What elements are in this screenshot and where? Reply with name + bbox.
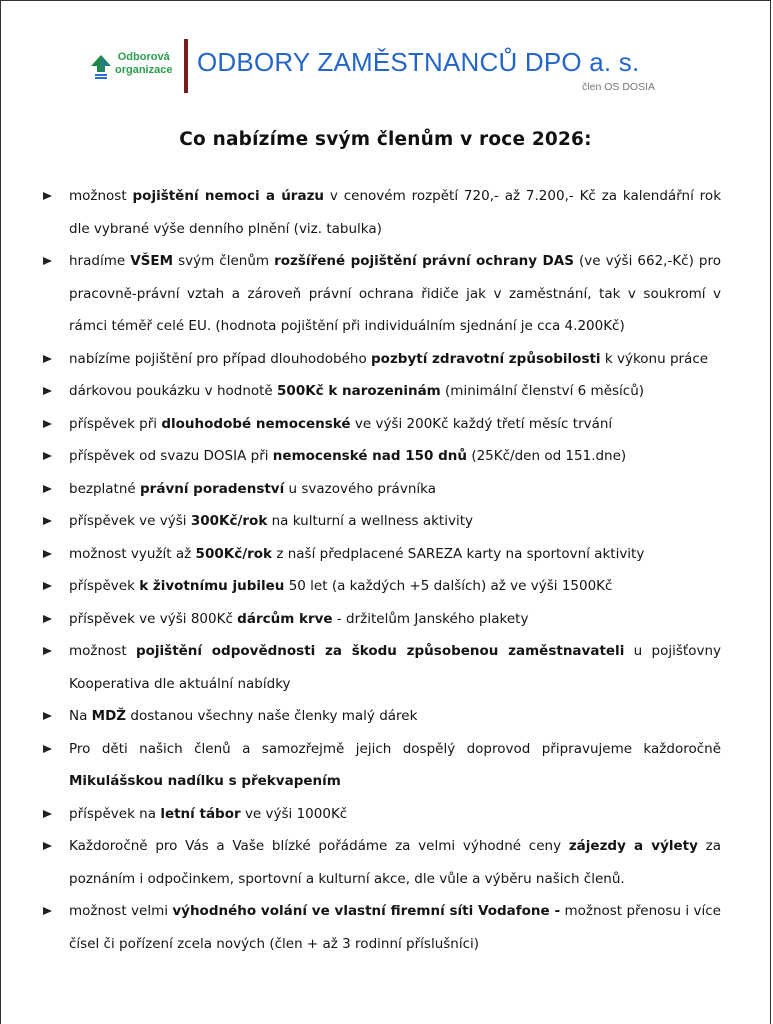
text: možnost	[69, 643, 136, 659]
arrowhead-right-icon	[43, 615, 52, 623]
text: (minimální členství 6 měsíců)	[440, 383, 645, 399]
bold-text: pozbytí zdravotní způsobilosti	[371, 350, 601, 367]
logo-line1: Odborová	[117, 51, 170, 63]
bold-text: letní tábor	[160, 805, 241, 822]
text: Každoročně pro Vás a Vaše blízké pořádáme za velmi výhodné ceny	[69, 838, 569, 854]
bold-text: Mikulášskou nadílku s překvapením	[69, 773, 341, 789]
text: dárkovou poukázku v hodnotě	[69, 383, 278, 399]
text: na kulturní a wellness aktivity	[267, 513, 473, 529]
text: příspěvek ve výši	[69, 513, 191, 529]
text: (25Kč/den od 151.dne)	[467, 448, 627, 464]
benefits-list	[41, 180, 721, 960]
bold-text: 500Kč k narozeninám	[277, 383, 441, 399]
bold-text: zájezdy a výlety	[568, 838, 698, 854]
bold-text: výhodného volání ve vlastní firemní síti Vodafone -	[172, 903, 561, 919]
text: hradíme	[69, 253, 131, 269]
bold-text: 300Kč/rok	[190, 513, 268, 529]
list-item	[41, 700, 721, 733]
text: u pojišťovny Kooperativa dle aktuální nabídky	[69, 643, 721, 692]
text: příspěvek ve výši 800Kč	[69, 610, 238, 627]
list-item	[41, 245, 721, 343]
arrowhead-right-icon	[43, 810, 52, 818]
arrowhead-right-icon	[43, 192, 52, 200]
text: - držitelům Janského plakety	[332, 610, 529, 627]
list-item	[41, 895, 721, 960]
arrowhead-right-icon	[43, 745, 52, 753]
text: možnost velmi	[69, 903, 173, 919]
list-item	[41, 570, 721, 603]
header-logo	[87, 39, 657, 95]
text: možnost přenosu i více čísel či pořízení zcela nových (člen + až 3 rodinní příslušníci)	[69, 903, 721, 952]
text: u svazového právníka	[284, 480, 436, 497]
arrowhead-right-icon	[43, 582, 52, 590]
list-item	[41, 538, 721, 571]
arrowhead-right-icon	[43, 517, 52, 525]
bold-text: rozšířené pojištění právní ochrany DAS	[274, 253, 574, 269]
list-item	[41, 375, 721, 408]
text: Pro děti našich členů a samozřejmě jejich dospělý doprovod připravujeme každoročně	[69, 740, 721, 757]
arrowhead-right-icon	[43, 355, 52, 363]
list-item	[41, 603, 721, 636]
list-item	[41, 830, 721, 895]
text: k výkonu práce	[600, 350, 709, 367]
text: dostanou všechny naše členky malý dárek	[126, 708, 418, 724]
bold-text: pojištění nemoci a úrazu	[132, 188, 325, 204]
text: svým členům	[173, 253, 275, 269]
text: možnost	[69, 188, 133, 204]
arrowhead-right-icon	[43, 452, 52, 460]
arrow-up-icon	[91, 55, 111, 79]
arrowhead-right-icon	[43, 257, 52, 265]
text: ve výši 200Kč každý třetí měsíc trvání	[350, 415, 613, 432]
arrowhead-right-icon	[43, 647, 52, 655]
bold-text: k životnímu jubileu	[139, 578, 285, 594]
text: v cenovém rozpětí 720,- až 7.200,- Kč za kalendářní rok dle vybrané výše denního plnění (viz. tabulka)	[69, 188, 722, 237]
list-item	[41, 440, 721, 473]
arrowhead-right-icon	[43, 907, 52, 915]
arrowhead-right-icon	[43, 420, 52, 428]
bold-text: právní poradenství	[140, 480, 285, 497]
text: ve výši 1000Kč	[240, 805, 348, 822]
list-item	[41, 473, 721, 506]
list-item	[41, 635, 721, 700]
bold-text: VŠEM	[130, 253, 174, 269]
text: příspěvek od svazu DOSIA při	[69, 448, 273, 464]
text: Na	[69, 708, 92, 724]
text: příspěvek na	[69, 805, 161, 822]
list-item	[41, 733, 721, 798]
document-title: Co nabízíme svým členům v roce 2026:	[179, 129, 592, 150]
brand-subtitle: člen OS DOSIA	[582, 81, 655, 93]
text: (ve výši 662,-Kč) pro pracovně-právní vztah a zároveň právní ochrana řidiče jak v zaměstnání, tak v soukromí v rámci téměř celé EU. (hodnota pojištění při individuálním sjednání je cca 4.200Kč)	[69, 253, 721, 334]
arrowhead-right-icon	[43, 387, 52, 395]
text: z naší předplacené SAREZA karty na sportovní aktivity	[272, 545, 645, 562]
list-item	[41, 180, 721, 245]
bold-text: MDŽ	[91, 708, 127, 724]
arrowhead-right-icon	[43, 485, 52, 493]
text: příspěvek při	[69, 415, 162, 432]
text: nabízíme pojištění pro případ dlouhodobého	[69, 350, 372, 367]
bold-text: nemocenské nad 150 dnů	[272, 448, 468, 464]
union-logo	[91, 51, 181, 85]
list-item	[41, 343, 721, 376]
text: příspěvek	[69, 578, 140, 594]
text: 50 let (a každých +5 dalších) až ve výši 1500Kč	[284, 578, 613, 594]
bold-text: pojištění odpovědnosti za škodu způsobenou zaměstnavateli	[135, 643, 625, 659]
bold-text: 500Kč/rok	[195, 545, 273, 562]
arrowhead-right-icon	[43, 842, 52, 850]
list-item	[41, 505, 721, 538]
arrowhead-right-icon	[43, 550, 52, 558]
brand-title: ODBORY ZAMĚSTNANCŮ DPO a. s.	[197, 47, 640, 77]
text: možnost využít až	[69, 545, 196, 562]
logo-divider	[184, 39, 188, 93]
text: za poznáním i odpočinkem, sportovní a kulturní akce, dle vůle a výběru našich členů.	[69, 838, 721, 887]
arrowhead-right-icon	[43, 712, 52, 720]
bold-text: dlouhodobé nemocenské	[161, 415, 351, 432]
list-item	[41, 408, 721, 441]
text: bezplatné	[69, 480, 141, 497]
logo-text	[115, 51, 172, 77]
bold-text: dárcům krve	[237, 610, 333, 627]
logo-line2: organizace	[115, 64, 173, 76]
list-item	[41, 798, 721, 831]
